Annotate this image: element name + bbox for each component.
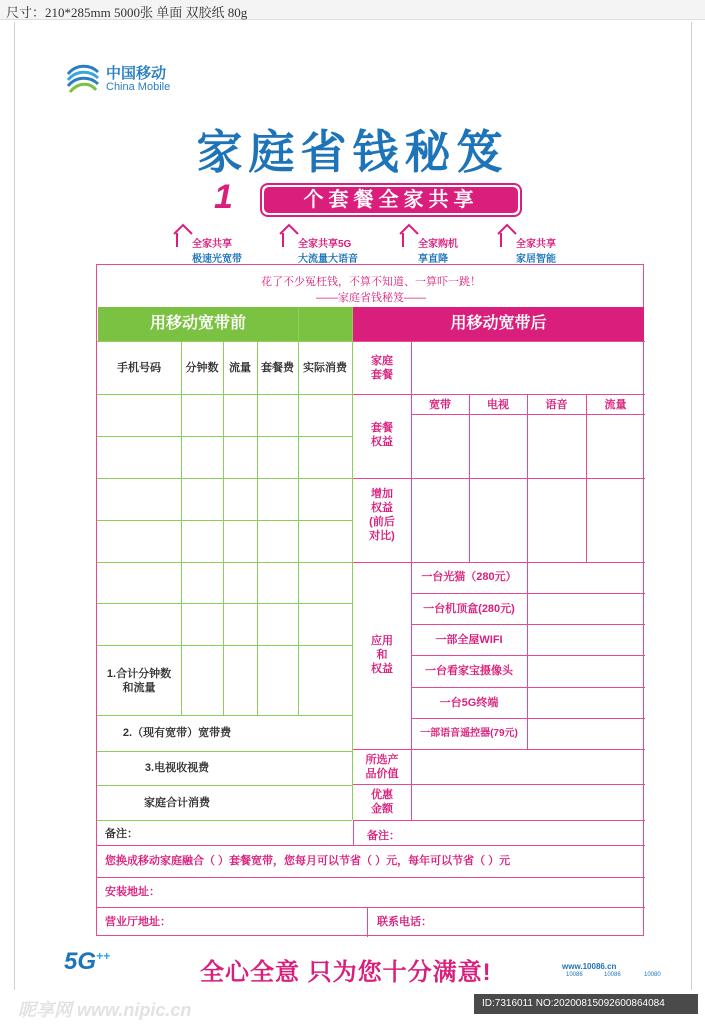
grid-line <box>97 645 352 646</box>
website-url: www.10086.cn <box>562 962 617 971</box>
col-minutes: 分钟数 <box>185 362 219 374</box>
family-total-label: 家庭合计消费 <box>144 797 210 809</box>
grid-line <box>353 749 645 750</box>
grid-line <box>97 520 352 521</box>
grid-line <box>469 394 470 562</box>
brand-name-cn: 中国移动 <box>106 65 167 82</box>
install-address-label: 安装地址： <box>105 886 160 898</box>
grid-line <box>181 341 182 715</box>
grid-line <box>411 687 645 688</box>
slogan-line-2: ——家庭省钱秘笈—— <box>316 292 426 304</box>
grid-line <box>97 478 352 479</box>
feature-line1: 全家共享5G <box>298 239 352 250</box>
5g-badge-text: 5G <box>64 948 97 975</box>
total-usage-label: 1.合计分钟数 和流量 <box>106 668 172 694</box>
discount-label: 优惠 金额 <box>371 789 393 815</box>
page-title: 家庭省钱秘笈 <box>196 126 509 178</box>
grid-line <box>353 341 645 342</box>
grid-line <box>411 655 645 656</box>
savings-sentence: 您换成移动家庭融合（ ）套餐宽带，您每月可以节省（ ）元，每年可以节省（ ）元 <box>105 855 511 867</box>
grid-line <box>411 624 645 625</box>
grid-line <box>353 820 354 845</box>
family-package-label: 家庭 套餐 <box>371 355 393 381</box>
slogan-line-1: 花了不少冤枉钱，不算不知道、一算吓一跳！ <box>261 276 481 288</box>
grid-line <box>97 436 352 437</box>
hotline-2: 10086 <box>604 972 621 978</box>
brand-name-en: China Mobile <box>106 81 171 93</box>
hall-address-label: 营业厅地址： <box>105 916 171 928</box>
package-rights-label: 套餐 权益 <box>371 422 393 448</box>
grid-line <box>97 785 352 786</box>
feature-line1: 全家共享 <box>192 239 232 250</box>
col-actual-spend: 实际消费 <box>303 362 347 374</box>
grid-line <box>97 877 645 878</box>
col-phone-number: 手机号码 <box>117 362 161 374</box>
after-header: 用移动宽带后 <box>353 307 644 341</box>
grid-line <box>223 341 224 715</box>
print-spec-line: 尺寸：210*285mm 5000张 单面 双胶纸 80g <box>0 0 705 20</box>
grid-line <box>527 394 528 562</box>
grid-line <box>353 784 645 785</box>
grid-line <box>527 562 528 749</box>
subtitle-banner <box>260 183 522 217</box>
app-item-5g-terminal: 一台5G终端 <box>439 697 499 709</box>
house-roof-icon <box>496 222 518 248</box>
feature-line2: 大流量大语音 <box>298 254 358 265</box>
added-rights-label: 增加 权益 (前后 对比) <box>369 488 395 542</box>
grid-line <box>97 820 352 821</box>
service-channels <box>562 958 680 982</box>
grid-line <box>257 341 258 715</box>
grid-line <box>353 820 645 821</box>
grid-line <box>97 715 352 716</box>
house-roof-icon <box>278 222 300 248</box>
feature-line2: 极速光宽带 <box>192 254 242 265</box>
app-item-remote: 一部语音遥控器(79元) <box>420 728 518 739</box>
rights-col-tv: 电视 <box>487 399 509 411</box>
watermark-site: 昵享网 www.nipic.cn <box>18 1000 192 1020</box>
grid-line <box>353 478 645 479</box>
before-header: 用移动宽带前 <box>98 307 298 341</box>
grid-line <box>367 907 368 937</box>
app-rights-label: 应用 和 权益 <box>371 635 393 675</box>
col-package-fee: 套餐费 <box>261 362 294 374</box>
feature-broadband <box>172 222 282 266</box>
footer-slogan: 全心全意 只为您十分满意! <box>200 959 492 986</box>
grid-line <box>97 845 645 846</box>
app-item-wifi: 一部全屋WIFI <box>435 634 503 646</box>
feature-smart-home <box>496 222 606 266</box>
grid-line <box>411 718 645 719</box>
feature-phone <box>398 222 508 266</box>
grid-line <box>97 907 645 908</box>
feature-line2: 享直降 <box>418 254 448 265</box>
product-value-label: 所选产 品价值 <box>365 754 399 780</box>
grid-line <box>353 394 645 395</box>
grid-line <box>411 414 645 415</box>
before-remark-label: 备注： <box>105 828 138 840</box>
house-roof-icon <box>172 222 194 248</box>
tv-fee-label: 3.电视收视费 <box>144 762 210 774</box>
rights-col-voice: 语音 <box>545 399 568 411</box>
grid-line <box>586 394 587 562</box>
grid-line <box>97 341 352 342</box>
feature-5g <box>278 222 388 266</box>
before-header-extension <box>299 307 352 341</box>
china-mobile-logo <box>64 60 194 100</box>
grid-line <box>352 307 353 820</box>
hotline-1: 10086 <box>566 972 583 978</box>
grid-line <box>97 603 352 604</box>
subtitle-text: 个套餐全家共享 <box>264 187 518 213</box>
5g-badge <box>64 948 110 976</box>
watermark-id: ID:7316011 NO:20200815092600864084 <box>474 994 698 1014</box>
grid-line <box>411 593 645 594</box>
rights-col-data: 流量 <box>604 399 627 411</box>
5g-badge-plus: ++ <box>96 949 111 963</box>
col-data: 流量 <box>229 362 251 374</box>
subtitle-number: 1 <box>214 178 233 216</box>
house-roof-icon <box>398 222 420 248</box>
rights-col-broadband: 宽带 <box>429 399 451 411</box>
china-mobile-emblem-icon <box>64 60 102 98</box>
grid-line <box>97 394 352 395</box>
feature-line2: 家居智能 <box>516 254 556 265</box>
app-item-camera: 一台看家宝摄像头 <box>425 665 513 677</box>
app-item-settop-box: 一台机顶盒(280元) <box>423 603 515 615</box>
grid-line <box>97 751 352 752</box>
grid-line <box>353 562 645 563</box>
feature-line1: 全家共享 <box>516 239 556 250</box>
grid-line <box>97 562 352 563</box>
after-remark-label: 备注： <box>367 830 400 842</box>
comparison-form <box>96 264 644 936</box>
hotline-3: 10080 <box>644 972 661 978</box>
broadband-fee-label: 2.（现有宽带）宽带费 <box>122 727 232 739</box>
app-item-modem: 一台光猫（280元） <box>421 571 517 583</box>
feature-line1: 全家购机 <box>418 239 458 250</box>
contact-phone-label: 联系电话： <box>377 916 432 928</box>
